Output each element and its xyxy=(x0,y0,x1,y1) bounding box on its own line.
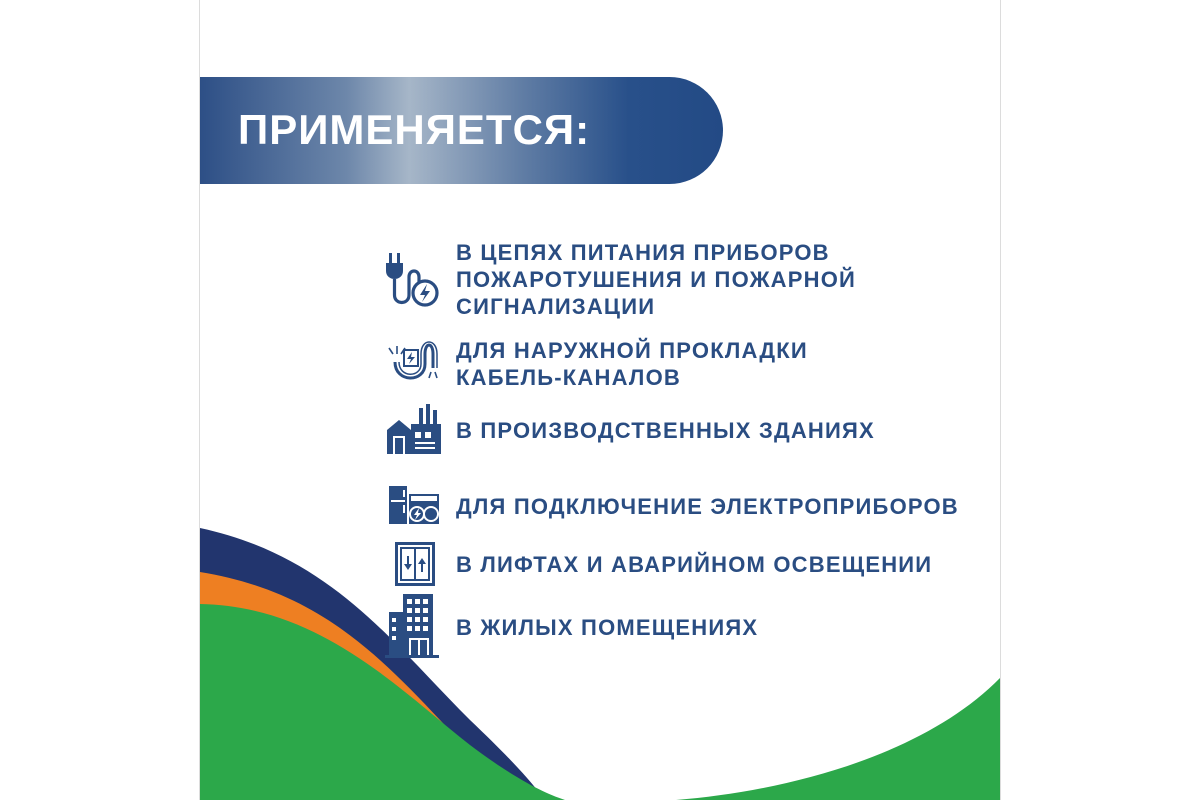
item-label xyxy=(456,551,932,578)
power-plug-icon xyxy=(385,251,443,309)
list-item xyxy=(385,477,959,535)
item-label xyxy=(456,614,758,641)
item-label-line: В ЦЕПЯХ ПИТАНИЯ ПРИБОРОВ xyxy=(456,240,830,265)
appliances-icon xyxy=(385,477,443,535)
item-label-line: ДЛЯ ПОДКЛЮЧЕНИЕ ЭЛЕКТРОПРИБОРОВ xyxy=(456,493,959,519)
item-label xyxy=(456,239,856,320)
usage-list xyxy=(200,0,1000,800)
residential-building-icon xyxy=(385,598,443,656)
infographic-card xyxy=(200,0,1000,800)
factory-icon xyxy=(385,401,443,459)
item-label xyxy=(456,417,875,444)
list-item xyxy=(385,401,875,459)
cable-connection-icon xyxy=(385,335,443,393)
item-label xyxy=(456,493,959,520)
item-label-line: В ПРОИЗВОДСТВЕННЫХ ЗДАНИЯХ xyxy=(456,417,875,443)
list-item xyxy=(385,335,808,393)
item-label-line: КАБЕЛЬ-КАНАЛОВ xyxy=(456,365,681,390)
item-label-line: ПОЖАРОТУШЕНИЯ И ПОЖАРНОЙ xyxy=(456,267,857,292)
elevator-icon xyxy=(385,535,443,593)
item-label-line: В ЛИФТАХ И АВАРИЙНОМ ОСВЕЩЕНИИ xyxy=(456,551,933,577)
item-label xyxy=(456,337,808,391)
heading-title: ПРИМЕНЯЕТСЯ: xyxy=(238,106,591,153)
item-label-line: СИГНАЛИЗАЦИИ xyxy=(456,294,656,319)
list-item xyxy=(385,535,932,593)
item-label-line: В ЖИЛЫХ ПОМЕЩЕНИЯХ xyxy=(456,614,759,640)
list-item xyxy=(385,598,758,656)
item-label-line: ДЛЯ НАРУЖНОЙ ПРОКЛАДКИ xyxy=(456,338,808,363)
list-item xyxy=(385,239,856,320)
